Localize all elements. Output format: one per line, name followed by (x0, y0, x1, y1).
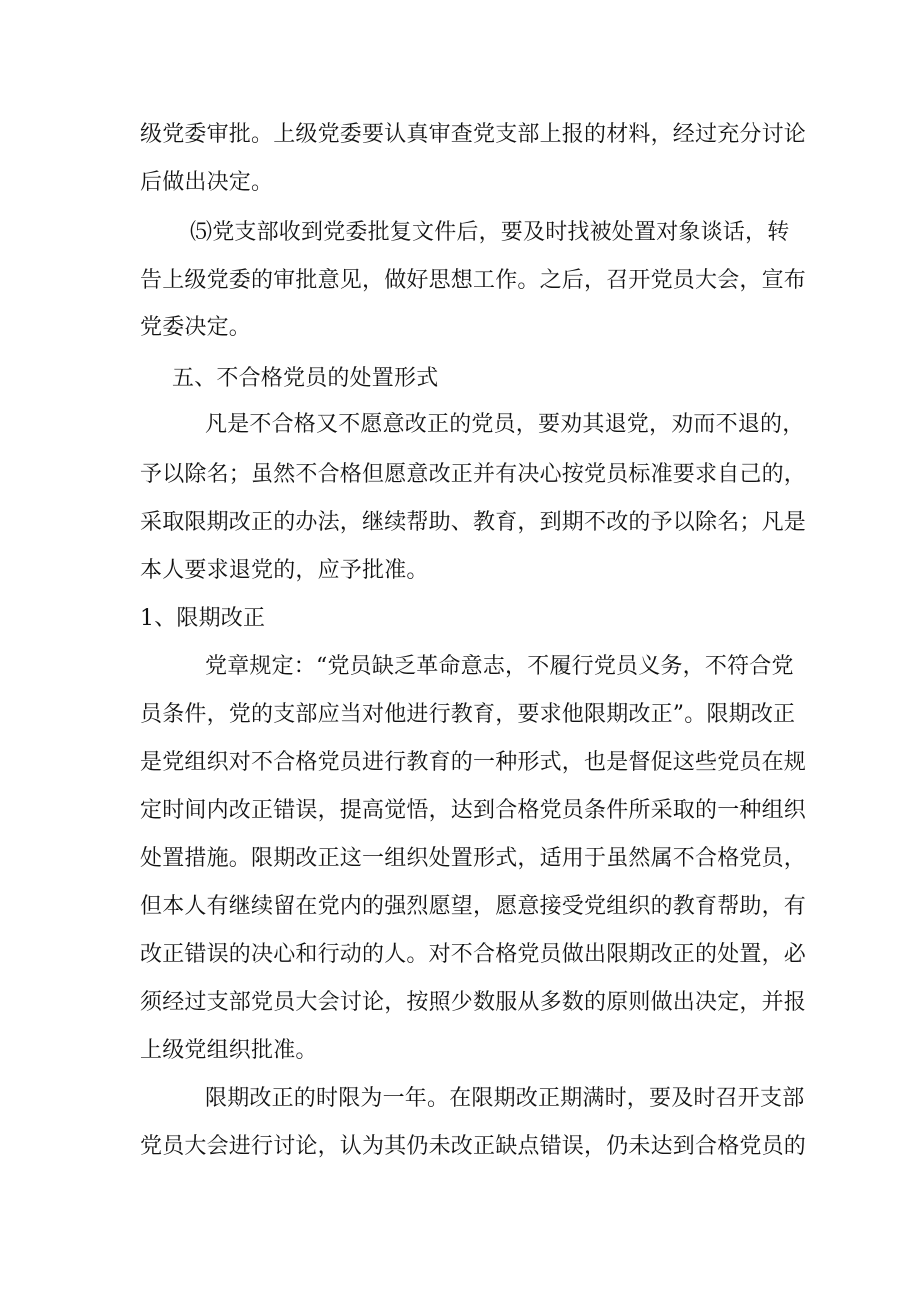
text-line: 采取限期改正的办法，继续帮助、教育，到期不改的予以除名；凡是 (140, 510, 807, 535)
text-line: 改正错误的决心和行动的人。对不合格党员做出限期改正的处置，必 (140, 942, 807, 967)
text-line: 凡是不合格又不愿意改正的党员，要劝其退党，劝而不退的， (205, 412, 805, 437)
text-line: 党员大会进行讨论，认为其仍未改正缺点错误，仍未达到合格党员的 (140, 1134, 807, 1159)
text-line: 限期改正的时限为一年。在限期改正期满时，要及时召开支部 (205, 1086, 805, 1111)
text-line: 须经过支部党员大会讨论，按照少数服从多数的原则做出决定，并报 (140, 990, 807, 1015)
subsection-heading: 1、限期改正 (140, 606, 266, 631)
text-line: 党委决定。 (140, 315, 252, 340)
text-line: 员条件，党的支部应当对他进行教育，要求他限期改正”。限期改正 (140, 702, 796, 727)
text-line: 本人要求退党的，应予批准。 (140, 558, 429, 583)
text-line: 党章规定：“党员缺乏革命意志，不履行党员义务，不符合党 (205, 654, 794, 679)
section-heading: 五、不合格党员的处置形式 (172, 366, 439, 391)
text-line: 是党组织对不合格党员进行教育的一种形式，也是督促这些党员在规 (140, 750, 807, 775)
text-line: 级党委审批。上级党委要认真审查党支部上报的材料，经过充分讨论 (140, 122, 807, 147)
text-line: 告上级党委的审批意见，做好思想工作。之后，召开党员大会，宣布 (140, 268, 807, 293)
text-line: 处置措施。限期改正这一组织处置形式，适用于虽然属不合格党员， (140, 846, 807, 871)
text-line: 后做出决定。 (140, 170, 274, 195)
text-line: 定时间内改正错误，提高觉悟，达到合格党员条件所采取的一种组织 (140, 798, 807, 823)
text-line: 但本人有继续留在党内的强烈愿望，愿意接受党组织的教育帮助，有 (140, 894, 807, 919)
text-line: ⑸党支部收到党委批复文件后，要及时找被处置对象谈话，转 (190, 220, 790, 245)
text-line: 予以除名；虽然不合格但愿意改正并有决心按党员标准要求自己的， (140, 462, 807, 487)
text-line: 上级党组织批准。 (140, 1038, 318, 1063)
